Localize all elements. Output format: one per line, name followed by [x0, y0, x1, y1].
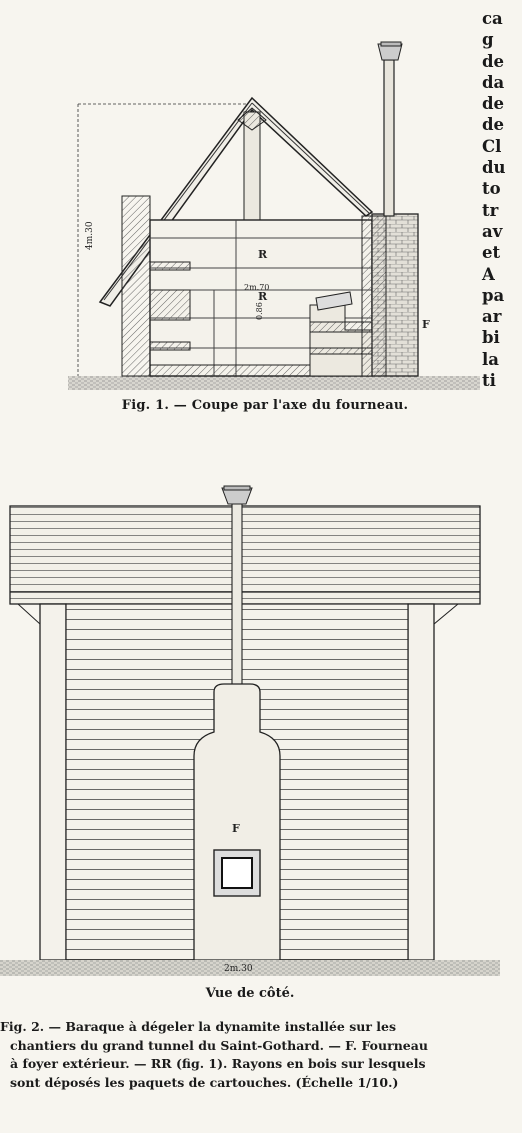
text-line: de: [482, 94, 505, 114]
text-line: la: [482, 349, 499, 369]
text-line: pa: [482, 285, 505, 305]
furnace-door: [222, 858, 252, 888]
cropped-text-column: [482, 8, 522, 391]
text-line: ca: [482, 9, 503, 28]
label-f: F: [422, 318, 430, 331]
figure-2-title: Vue de côté.: [205, 986, 295, 1001]
roof-panel: [10, 506, 480, 604]
text-line: g: [482, 30, 494, 50]
text-line: tr: [482, 200, 499, 220]
figure-1-caption: Fig. 1. — Coupe par l'axe du fourneau.: [121, 398, 409, 413]
text-line: et: [482, 243, 501, 263]
legend-line: Fig. 2. — Baraque à dégeler la dynamite installée sur les: [0, 1019, 397, 1034]
dim-height-label: 4m.30: [85, 221, 95, 250]
ground-hatching: [68, 376, 480, 390]
text-line: du: [482, 158, 506, 178]
text-line: de: [482, 51, 505, 71]
legend-line: à foyer extérieur. — RR (fig. 1). Rayons en bois sur lesquels: [10, 1056, 426, 1071]
text-line: to: [482, 179, 501, 199]
dim-mid-label: 2m.70: [244, 283, 270, 292]
legend-line: chantiers du grand tunnel du Saint-Gothard. — F. Fourneau: [10, 1037, 428, 1053]
shelf: [150, 262, 190, 270]
text-line: Cl: [482, 136, 502, 156]
dim-width-label: 2m.30: [224, 964, 253, 974]
post-right: [408, 604, 434, 960]
chimney-pipe: [384, 60, 394, 216]
figure-2-legend: [0, 1018, 492, 1092]
text-line: de: [482, 115, 505, 135]
text-line: ti: [482, 371, 496, 391]
post-left: [40, 604, 66, 960]
chimney-pipe: [232, 498, 242, 688]
legend-line: sont déposés les paquets de cartouches. (Échelle 1/10.): [10, 1074, 399, 1090]
text-line: A: [482, 264, 495, 284]
shelf: [150, 290, 190, 320]
label-f: F: [232, 822, 240, 835]
text-line: av: [482, 221, 503, 241]
text-line: ar: [482, 307, 502, 327]
label-r-top: R: [258, 248, 268, 261]
svg-text:0.86: 0.86: [255, 302, 264, 320]
shelf: [150, 342, 190, 350]
text-line: da: [482, 72, 505, 92]
figure-1-section-drawing: [0, 0, 480, 395]
label-r-mid: R: [258, 290, 268, 303]
figure-2-side-view-drawing: [0, 480, 500, 980]
text-line: bi: [482, 328, 500, 348]
